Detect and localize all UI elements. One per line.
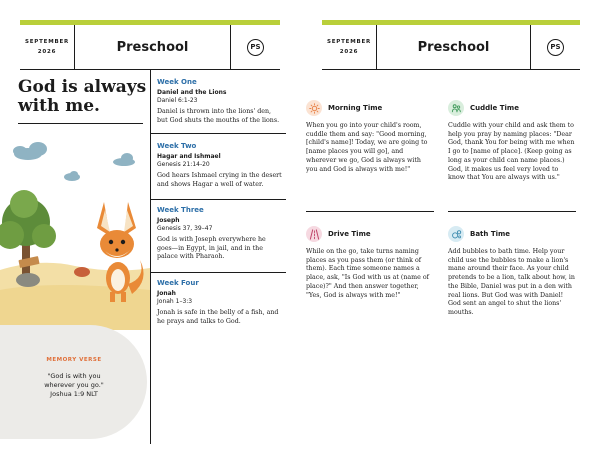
page-title: Preschool (417, 39, 490, 55)
year-label: 2026 (37, 49, 57, 55)
page-header (20, 25, 280, 70)
divider (151, 272, 286, 273)
monthly-theme: God is always with me. (18, 77, 147, 116)
cloud-icon (13, 142, 47, 160)
week-description: Jonah is safe in the belly of a fish, and he prays and talks to God. (157, 309, 279, 325)
divider (151, 133, 286, 134)
activity-title: Cuddle Time (470, 104, 519, 112)
memory-verse (0, 372, 148, 399)
week-one (157, 78, 282, 125)
week-story: Hagar and Ishmael (157, 153, 221, 160)
memory-verse-reference: Joshua 1:9 NLT (50, 390, 98, 398)
memory-verse-text: "God is with you wherever you go." (44, 372, 104, 389)
activity-body: Add bubbles to bath time. Help your child use the bubbles to make a lion's mane around their face. As your child pretends to be a lion, talk about how, in the Bible, Daniel was put in a den with real lions. But God was with Daniel! God sent an angel to shut the lions' mouths. (448, 248, 575, 316)
week-label: Week Two (157, 142, 197, 150)
week-reference: Daniel 6:1-23 (157, 97, 198, 104)
bubbles-icon (448, 226, 464, 242)
week-two (157, 142, 282, 189)
week-four (157, 279, 282, 326)
cloud-icon (64, 171, 80, 181)
date-block (322, 25, 377, 69)
week-three (157, 206, 282, 262)
year-label: 2026 (339, 49, 359, 55)
road-icon (306, 226, 322, 242)
activity-body: When you go into your child's room, cuddle them and say: "Good morning, [child's name]! Today, we are going to [name places you will go], and wherever we go, God is always with you and God is always with me!" (306, 122, 428, 173)
ps-logo-icon: PS (247, 39, 264, 56)
week-label: Week One (157, 78, 197, 86)
column-divider (150, 70, 151, 444)
ps-logo-icon: PS (547, 39, 564, 56)
month-label: SEPTEMBER (24, 39, 70, 45)
activity-drive-time (306, 226, 434, 300)
week-label: Week Four (157, 279, 199, 287)
week-story: Daniel and the Lions (157, 89, 227, 96)
week-description: Daniel is thrown into the lions' den, but God shuts the mouths of the lions. (157, 108, 280, 124)
date-block (20, 25, 75, 69)
divider (151, 199, 286, 200)
activity-title: Bath Time (470, 230, 511, 238)
week-reference: Genesis 37, 39–47 (157, 225, 213, 232)
people-icon (448, 100, 464, 116)
activity-bath-time (448, 226, 576, 318)
activity-cuddle-time (448, 100, 576, 183)
logo-cell (230, 25, 280, 69)
memory-verse-label: MEMORY VERSE (46, 357, 102, 363)
activity-title: Drive Time (328, 230, 371, 238)
month-label: SEPTEMBER (326, 39, 372, 45)
page-title: Preschool (116, 39, 189, 55)
page-header (322, 25, 580, 70)
cloud-icon (113, 153, 135, 166)
right-page (300, 0, 600, 464)
divider (18, 123, 143, 124)
activity-body: While on the go, take turns naming places as you pass them (or think of them). Each time someone names a place, ask, "Is God with us at (name of place)?" And then answer together, "Yes, God is always with me!" (306, 248, 429, 299)
week-description: God hears Ishmael crying in the desert and shows Hagar a well of water. (157, 172, 282, 188)
week-description: God is with Joseph everywhere he goes—in Egypt, in jail, and in the palace with Pharaoh. (157, 236, 266, 260)
fox-illustration (0, 140, 150, 330)
divider (448, 211, 576, 212)
divider (306, 211, 434, 212)
sun-icon (306, 100, 322, 116)
week-reference: Genesis 21:14-20 (157, 161, 210, 168)
week-story: Jonah (157, 290, 176, 297)
week-label: Week Three (157, 206, 204, 214)
logo-cell (530, 25, 580, 69)
activity-body: Cuddle with your child and ask them to help you pray by naming places: "Dear God, thank You for being with me when I go to [name of place]. (Keep going as long as your child can name places.) God, it makes us feel very loved to know that You are always with us." (448, 122, 575, 182)
activity-title: Morning Time (328, 104, 383, 112)
week-story: Joseph (157, 217, 180, 224)
activity-morning-time (306, 100, 434, 174)
week-reference: Jonah 1–3:3 (157, 298, 193, 305)
